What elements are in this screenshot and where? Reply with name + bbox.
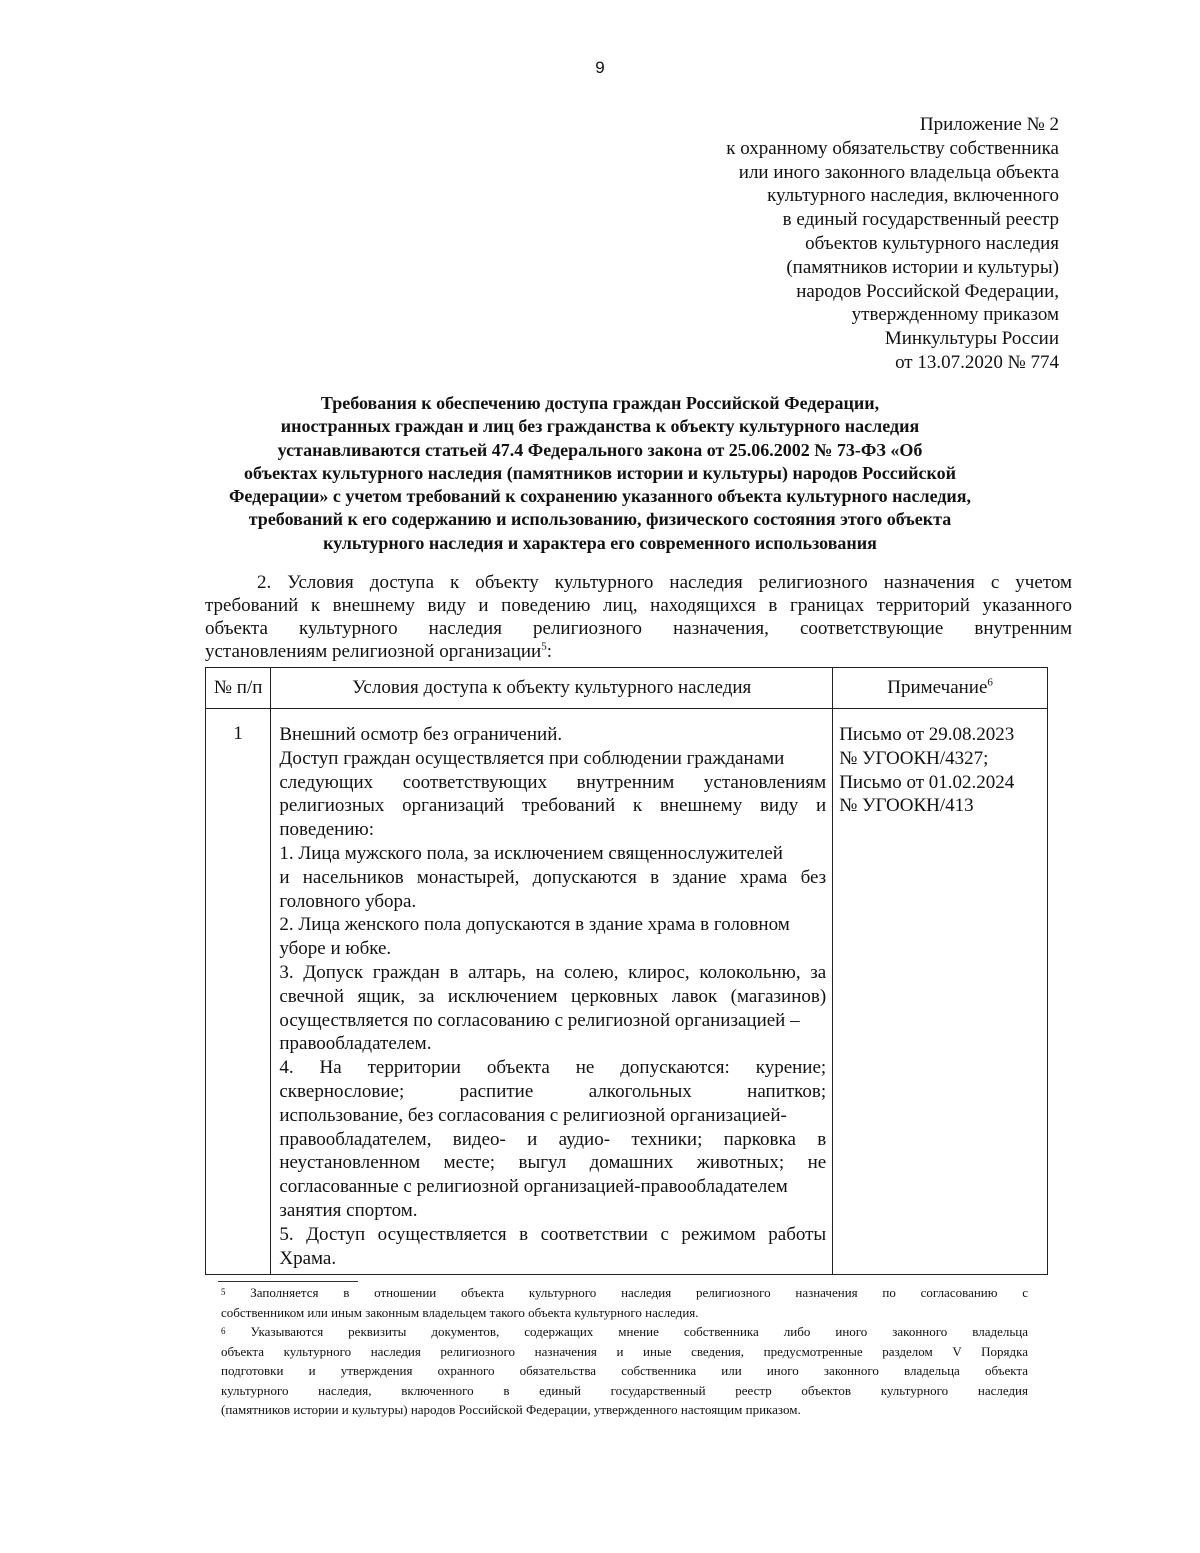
footnote-ref: 5 bbox=[541, 640, 547, 653]
intro-paragraph bbox=[205, 571, 1072, 663]
appendix-line: в единый государственный реестр bbox=[782, 209, 1059, 231]
footnote-5-line bbox=[221, 1283, 1028, 1303]
heading-line: требований к его содержанию и использованию, физического состояния этого объекта bbox=[248, 509, 952, 530]
heading-line: иностранных граждан и лиц без гражданства к объекту культурного наследия bbox=[280, 416, 920, 437]
condition-line: следующих соответствующих внутренним установлениям bbox=[279, 771, 827, 793]
footnote-mark: 6 bbox=[221, 1326, 226, 1336]
appendix-line: народов Российской Федерации, bbox=[796, 280, 1059, 302]
row-number: 1 bbox=[206, 709, 271, 1275]
footnote-text: Указываются реквизиты документов, содержащих мнение собственника либо иного законного владельца bbox=[250, 1324, 1028, 1339]
condition-line: поведению: bbox=[279, 819, 374, 841]
intro-line: объекта культурного наследия религиозного назначения, соответствующие внутренним bbox=[205, 618, 1072, 639]
condition-line: неустановленном месте; выгул домашних животных; не bbox=[279, 1152, 827, 1174]
note-cell bbox=[833, 709, 1048, 1275]
footnote-ref: 6 bbox=[987, 676, 993, 689]
footnote-6-line bbox=[221, 1322, 1028, 1342]
condition-line: сквернословие; распитие алкогольных напитков; bbox=[279, 1080, 827, 1102]
access-conditions-table bbox=[205, 667, 1048, 1275]
footnote-text: культурного наследия, включенного в единый государственный реестр объектов культурного наследия bbox=[221, 1382, 1028, 1398]
appendix-line: объектов культурного наследия bbox=[805, 232, 1059, 254]
appendix-block bbox=[539, 113, 1059, 375]
intro-line: 2. Условия доступа к объекту культурного наследия религиозного назначения с учетом bbox=[257, 572, 1072, 593]
footnote-text: (памятников истории и культуры) народов Российской Федерации, утвержденного настоящим приказом. bbox=[221, 1402, 801, 1417]
condition-line: 3. Допуск граждан в алтарь, на солею, клирос, колокольню, за bbox=[279, 961, 827, 983]
intro-line: установлениям религиозной организации bbox=[205, 641, 542, 662]
condition-cell bbox=[271, 709, 833, 1275]
appendix-line: культурного наследия, включенного bbox=[767, 185, 1059, 207]
condition-line: религиозных организаций требований к внешнему виду и bbox=[279, 795, 827, 817]
footnote-text: подготовки и утверждения охранного обязательства собственника или иного законного владельца объекта bbox=[221, 1363, 1028, 1378]
appendix-line: от 13.07.2020 № 774 bbox=[895, 351, 1059, 373]
header-note bbox=[833, 668, 1048, 709]
footnote-text: собственником или иным законным владельцем такого объекта культурного наследия. bbox=[221, 1304, 699, 1320]
heading-line: культурного наследия и характера его современного использования bbox=[323, 532, 877, 553]
appendix-line: утвержденному приказом bbox=[851, 304, 1059, 326]
condition-line: использование, без согласования с религиозной организацией- bbox=[279, 1104, 787, 1126]
condition-line: Храма. bbox=[279, 1247, 337, 1269]
heading-line: Федерации» с учетом требований к сохранению указанного объекта культурного наследия, bbox=[228, 486, 972, 507]
condition-line: 5. Доступ осуществляется в соответствии с режимом работы bbox=[279, 1223, 827, 1245]
page-number: 9 bbox=[595, 58, 605, 77]
condition-line: Доступ граждан осуществляется при соблюдении гражданами bbox=[279, 747, 785, 769]
note-line: № УГООКН/4327; bbox=[839, 747, 989, 769]
heading-line: Требования к обеспечению доступа граждан Российской Федерации, bbox=[320, 393, 880, 413]
intro-line-last bbox=[205, 640, 1072, 663]
document-heading bbox=[170, 392, 1030, 555]
header-note-label: Примечание bbox=[887, 677, 988, 698]
condition-line: правообладателем, видео- и аудио- техники; парковка в bbox=[279, 1128, 827, 1150]
footnote-mark: 5 bbox=[221, 1287, 226, 1297]
intro-tail: : bbox=[546, 641, 552, 662]
appendix-line: Минкультуры России bbox=[884, 328, 1059, 350]
condition-line: осуществляется по согласованию с религиозной организацией – bbox=[279, 1009, 800, 1031]
condition-line: уборе и юбке. bbox=[279, 938, 392, 960]
appendix-line: (памятников истории и культуры) bbox=[786, 256, 1059, 278]
footnote-text: Заполняется в отношении объекта культурного наследия религиозного назначения по согласованию с bbox=[250, 1285, 1029, 1300]
condition-line: Внешний осмотр без ограничений. bbox=[279, 724, 563, 745]
note-line: Письмо от 29.08.2023 bbox=[839, 724, 1015, 745]
condition-line: правообладателем. bbox=[279, 1033, 432, 1055]
condition-line: согласованные с религиозной организацией-правообладателем bbox=[279, 1176, 788, 1198]
note-line: № УГООКН/413 bbox=[839, 795, 974, 817]
footnotes bbox=[221, 1283, 1028, 1420]
condition-line: занятия спортом. bbox=[279, 1199, 418, 1221]
appendix-line: Приложение № 2 bbox=[919, 114, 1059, 135]
heading-line: устанавливаются статьей 47.4 Федерального закона от 25.06.2002 № 73-ФЗ «Об bbox=[277, 439, 923, 460]
appendix-line: к охранному обязательству собственника bbox=[726, 137, 1059, 159]
table-row bbox=[206, 709, 1048, 1275]
header-num: № п/п bbox=[206, 668, 271, 709]
appendix-line: или иного законного владельца объекта bbox=[738, 161, 1059, 183]
condition-line: 1. Лица мужского пола, за исключением священнослужителей bbox=[279, 842, 783, 864]
heading-line: объектах культурного наследия (памятников истории и культуры) народов Российской bbox=[244, 462, 956, 483]
condition-line: свечной ящик, за исключением церковных лавок (магазинов) bbox=[279, 985, 827, 1007]
condition-line: 4. На территории объекта не допускаются: курение; bbox=[279, 1057, 827, 1079]
table-header-row bbox=[206, 668, 1048, 709]
note-line: Письмо от 01.02.2024 bbox=[839, 771, 1015, 793]
condition-line: 2. Лица женского пола допускаются в здание храма в головном bbox=[279, 914, 790, 936]
footnote-separator bbox=[218, 1281, 358, 1282]
header-condition: Условия доступа к объекту культурного наследия bbox=[271, 668, 833, 709]
footnote-text: объекта культурного наследия религиозного назначения и иные сведения, предусмотренные разделом V Порядка bbox=[221, 1343, 1028, 1359]
condition-line: и насельников монастырей, допускаются в здание храма без bbox=[279, 866, 827, 888]
intro-line: требований к внешнему виду и поведению лиц, находящихся в границах территорий указанного bbox=[205, 595, 1072, 616]
condition-line: головного убора. bbox=[279, 890, 417, 912]
